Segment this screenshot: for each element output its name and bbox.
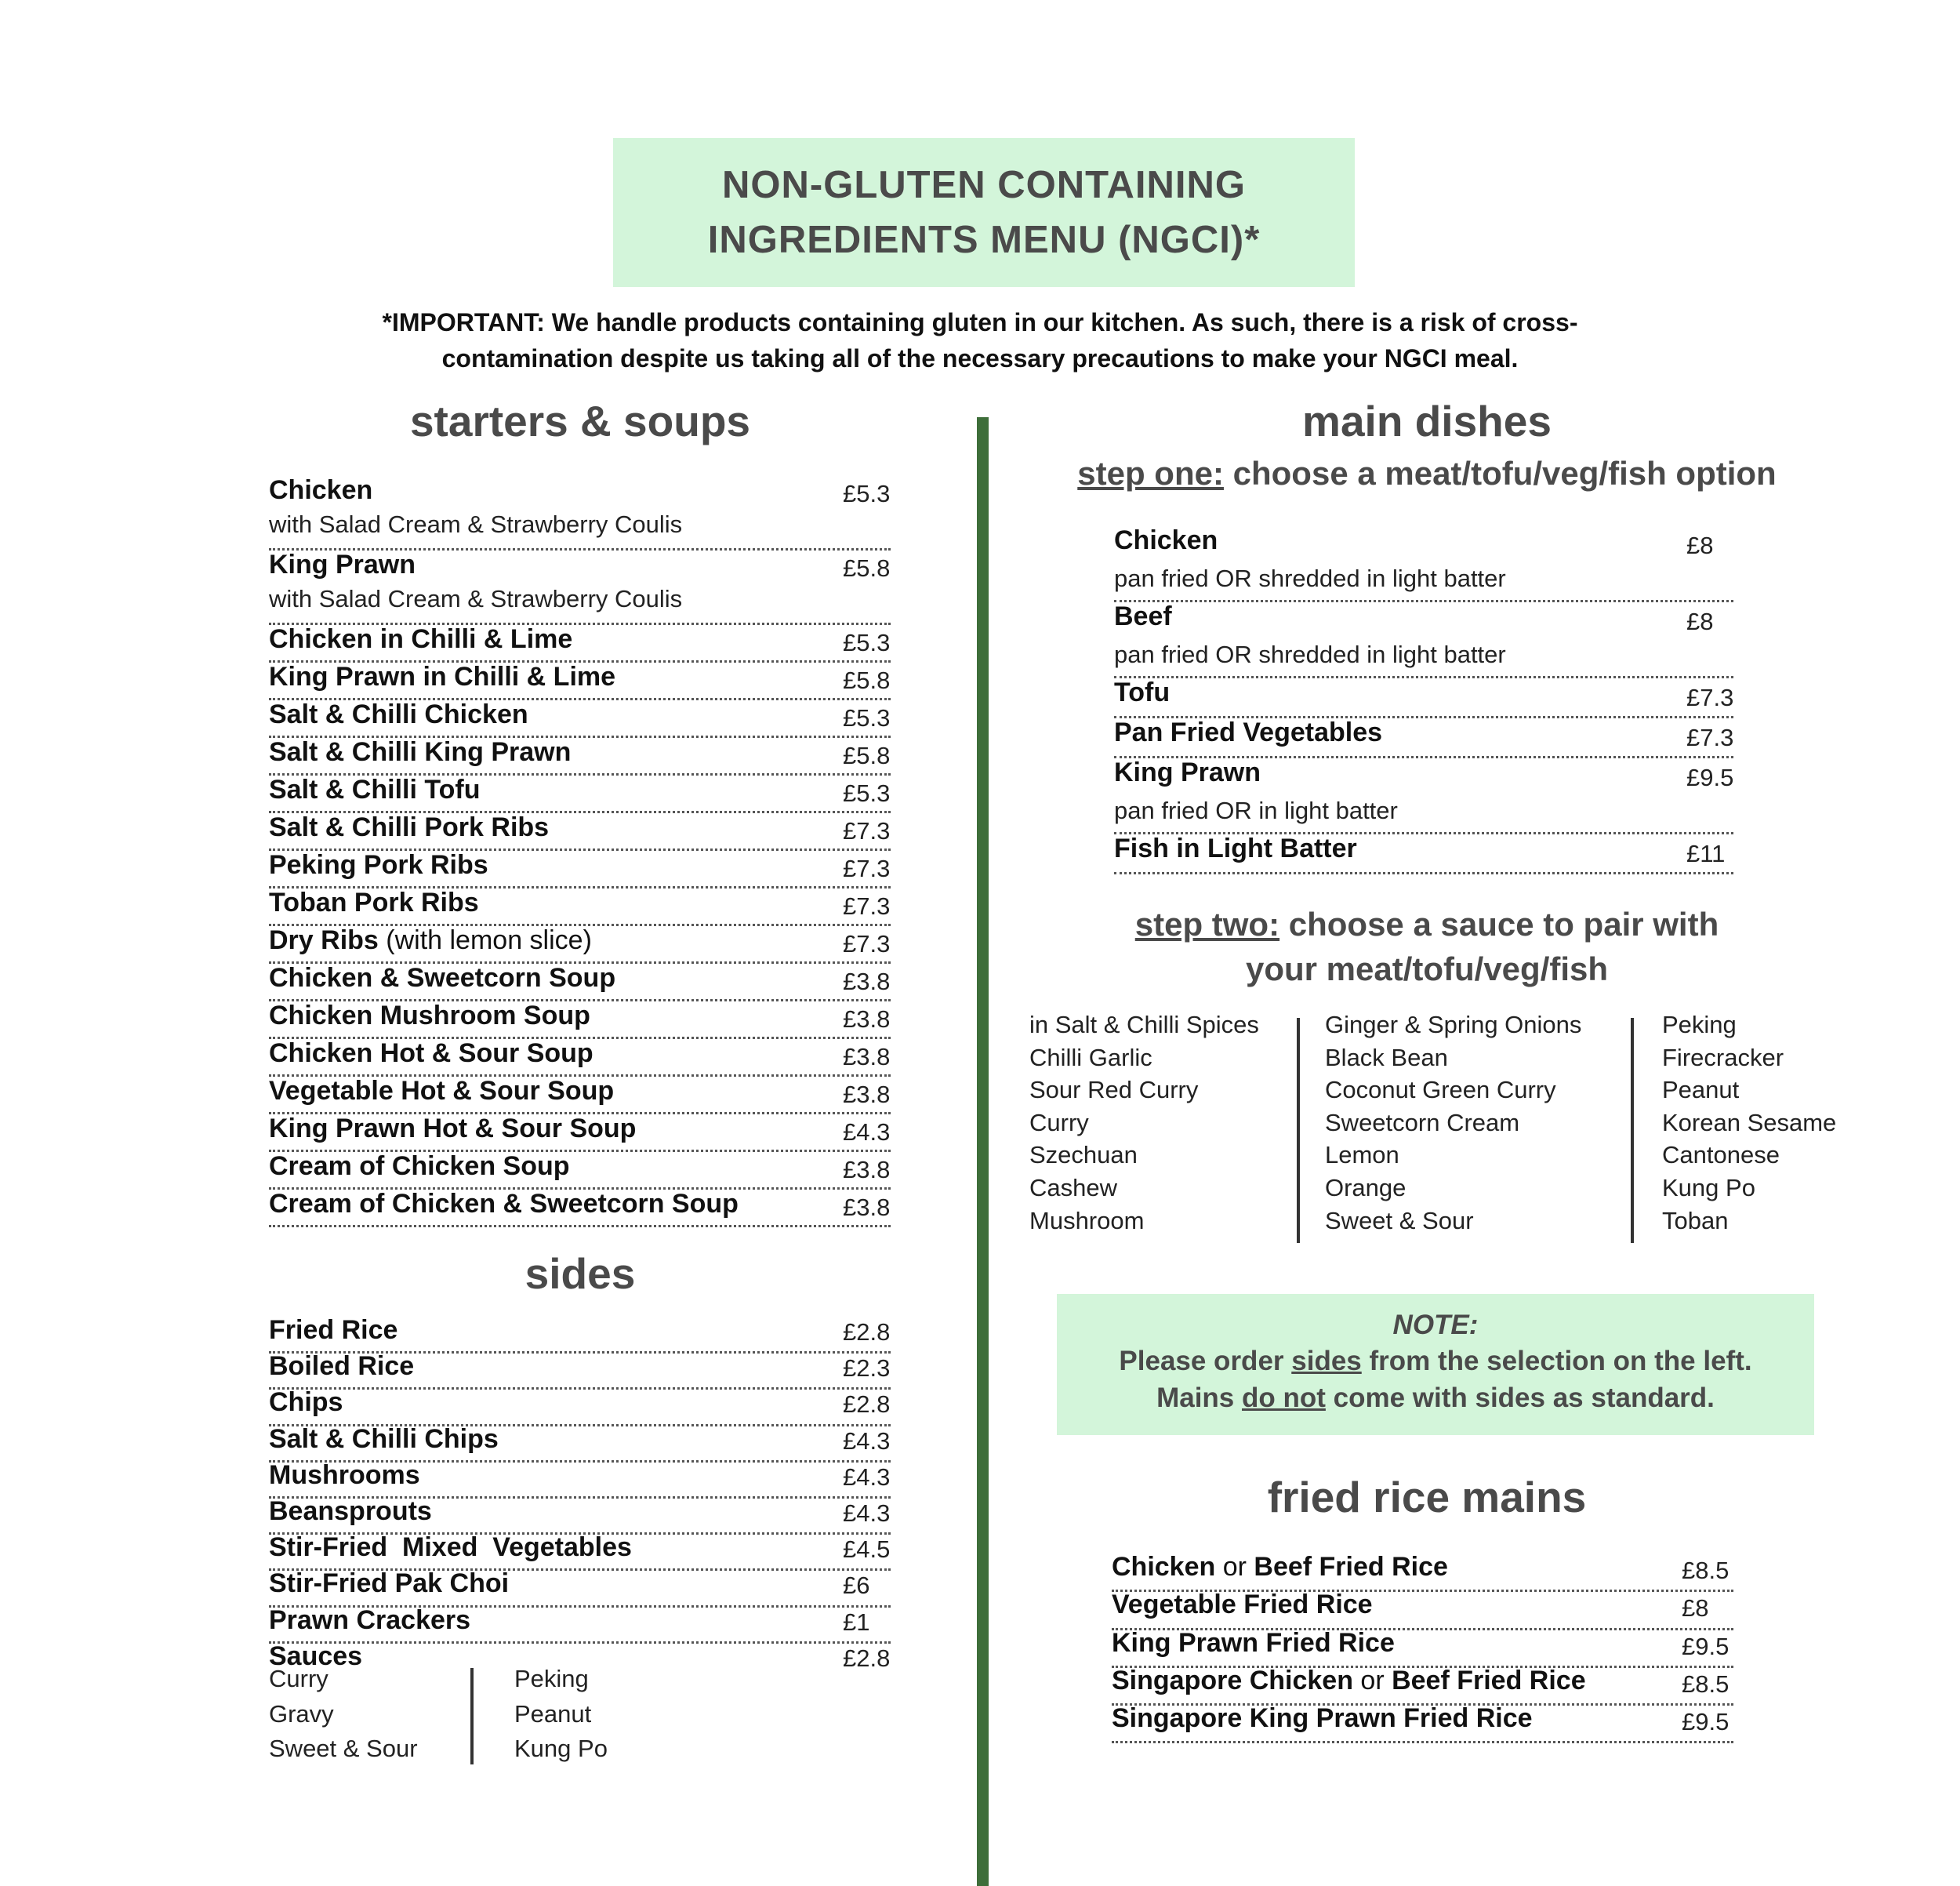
menu-item (269, 961, 891, 1001)
note-line-2-pre: Mains (1156, 1383, 1242, 1413)
sauce-item: in Salt & Chilli Spices (1029, 1011, 1259, 1038)
sauce-item: Peanut (514, 1699, 592, 1728)
note-box (1057, 1294, 1814, 1435)
sauce-item: Sour Red Curry (1029, 1076, 1199, 1104)
item-price: £7.3 (843, 817, 891, 845)
item-description: pan fried OR shredded in light batter (1114, 565, 1506, 592)
sauce-item: Szechuan (1029, 1141, 1138, 1169)
menu-item (1112, 1590, 1733, 1630)
item-name-text: Salt & Chilli Chips (269, 1423, 499, 1454)
menu-item (269, 999, 891, 1039)
item-name (269, 925, 592, 956)
item-price: £6 (843, 1572, 870, 1600)
item-name (269, 1424, 499, 1455)
menu-item (1112, 1552, 1733, 1592)
column-divider (977, 417, 989, 1886)
step-two-text-1: choose a sauce to pair with (1279, 906, 1719, 943)
item-price: £9.5 (1686, 764, 1734, 791)
item-name (269, 550, 416, 580)
item-name (1112, 1590, 1373, 1620)
sauce-item: Cashew (1029, 1173, 1117, 1201)
item-name (269, 1038, 593, 1069)
menu-item (269, 1037, 891, 1077)
item-price: £5.3 (843, 779, 891, 807)
menu-item (1114, 676, 1733, 718)
item-description: with Salad Cream & Strawberry Coulis (269, 585, 683, 612)
note-do-not-emphasis: do not (1242, 1383, 1326, 1413)
item-name-alt: Beef Fried Rice (1392, 1665, 1586, 1695)
step-one-text: choose a meat/tofu/veg/fish option (1223, 455, 1777, 492)
item-price: £4.5 (843, 1535, 891, 1564)
item-name-text: Singapore Chicken (1112, 1665, 1353, 1695)
item-price: £7.3 (843, 930, 891, 958)
menu-item (1114, 716, 1733, 758)
item-name (1114, 678, 1170, 708)
step-one (980, 455, 1874, 492)
item-price: £2.3 (843, 1354, 891, 1383)
menu-item (269, 1605, 891, 1644)
item-name-text: Sauces (269, 1641, 363, 1671)
item-name-text: Pan Fried Vegetables (1114, 718, 1383, 747)
item-name-alt: Beef Fried Rice (1254, 1552, 1448, 1582)
sauce-item: Orange (1325, 1173, 1406, 1201)
item-price: £1 (843, 1608, 870, 1636)
item-name (1114, 758, 1261, 788)
item-name (269, 1532, 632, 1563)
item-name-text: Boiled Rice (269, 1351, 415, 1382)
sauce-item: Ginger & Spring Onions (1325, 1011, 1582, 1038)
mains-heading: main dishes (1302, 397, 1552, 445)
sauce-item: Kung Po (514, 1735, 608, 1762)
item-price: £5.3 (843, 629, 891, 656)
step-two (980, 902, 1874, 991)
item-price: £4.3 (843, 1463, 891, 1491)
item-name-text: Salt & Chilli Tofu (269, 775, 481, 805)
item-name-text: Chicken Hot & Sour Soup (269, 1038, 593, 1068)
menu-item (269, 1460, 891, 1499)
menu-item (269, 660, 891, 700)
item-price: £3.8 (843, 968, 891, 995)
sauce-item: Black Bean (1325, 1043, 1448, 1071)
starters-heading: starters & soups (409, 397, 751, 445)
step-two-text-2: your meat/tofu/veg/fish (1245, 950, 1609, 987)
note-title: NOTE: (1392, 1310, 1479, 1340)
menu-item (269, 623, 891, 663)
item-name-text: Chips (269, 1387, 343, 1418)
menu-item (269, 1315, 891, 1354)
sauce-item: Coconut Green Curry (1325, 1076, 1556, 1104)
item-price: £8 (1686, 608, 1714, 635)
item-name (269, 812, 549, 843)
sauce-item: Cantonese (1662, 1141, 1780, 1169)
menu-item (1114, 524, 1733, 602)
item-name-text: Singapore King Prawn Fried Rice (1112, 1703, 1533, 1734)
item-price: £3.8 (843, 1156, 891, 1183)
item-name (269, 850, 488, 881)
item-name (1112, 1552, 1448, 1583)
main-sauces-divider-2 (1631, 1018, 1634, 1243)
menu-item (1114, 832, 1733, 874)
item-name (269, 475, 372, 506)
item-name-text: Tofu (1114, 678, 1171, 707)
sauce-item: Firecracker (1662, 1043, 1784, 1071)
important-line-2: contamination despite us taking all of the necessary precautions to make your NGCI meal. (441, 344, 1519, 372)
sauce-item: Sweetcorn Cream (1325, 1108, 1520, 1136)
important-notice (235, 304, 1725, 376)
item-name (1114, 525, 1218, 556)
item-price: £4.3 (843, 1499, 891, 1527)
main-sauces-column-1 (1029, 1008, 1259, 1237)
note-line-1-post: from the selection on the left. (1361, 1346, 1752, 1376)
sauce-item: Peking (514, 1665, 589, 1692)
item-name-text: Chicken (1114, 525, 1218, 555)
item-price: £5.3 (843, 704, 891, 732)
main-sauces-column-2 (1325, 1008, 1581, 1237)
item-name (1114, 601, 1172, 632)
item-description: pan fried OR shredded in light batter (1114, 641, 1506, 668)
item-price: £7.3 (843, 855, 891, 882)
item-price: £7.3 (1686, 684, 1734, 711)
item-or: or (1352, 1665, 1392, 1695)
item-name-text: Chicken (1112, 1552, 1216, 1582)
menu-item (269, 474, 891, 551)
item-name-text: Vegetable Hot & Sour Soup (269, 1076, 615, 1106)
item-price: £4.3 (843, 1426, 891, 1455)
menu-item (269, 1150, 891, 1190)
menu-item (269, 1074, 891, 1114)
item-price: £9.5 (1682, 1632, 1730, 1660)
item-name (269, 1351, 414, 1382)
menu-item (1114, 756, 1733, 834)
item-price: £5.8 (843, 554, 891, 582)
item-name-text: Salt & Chilli King Prawn (269, 737, 572, 767)
item-name-text: King Prawn (269, 550, 416, 580)
item-name (269, 775, 480, 805)
item-name-text: Dry Ribs (269, 925, 379, 955)
item-name-text: Chicken Mushroom Soup (269, 1001, 590, 1030)
item-name-text: Vegetable Fried Rice (1112, 1590, 1373, 1620)
item-description: with Salad Cream & Strawberry Coulis (269, 511, 683, 538)
sauce-item: Curry (1029, 1108, 1089, 1136)
menu-item (269, 1387, 891, 1426)
item-price: £3.8 (843, 1081, 891, 1108)
sauce-item: Kung Po (1662, 1173, 1755, 1201)
item-price: £5.8 (843, 742, 891, 769)
menu-item (1112, 1628, 1733, 1668)
item-price: £8.5 (1682, 1557, 1730, 1584)
menu-item (269, 886, 891, 926)
menu-item (269, 1532, 891, 1571)
main-sauces-divider-1 (1297, 1018, 1300, 1243)
item-name (269, 888, 479, 918)
sauce-item: Chilli Garlic (1029, 1043, 1152, 1071)
menu-title-line-2: INGREDIENTS MENU (NGCI)* (707, 219, 1261, 261)
note-line-2 (1057, 1383, 1814, 1414)
menu-item (269, 698, 891, 738)
sauce-item: Lemon (1325, 1141, 1399, 1169)
menu-item (269, 1424, 891, 1463)
item-name (269, 1315, 397, 1346)
menu-item (269, 924, 891, 964)
item-name (269, 700, 528, 730)
menu-item (269, 1496, 891, 1535)
item-name-text: Peking Pork Ribs (269, 850, 488, 880)
menu-item (269, 1112, 891, 1152)
item-name (269, 1001, 590, 1031)
item-price: £4.3 (843, 1118, 891, 1146)
side-sauces-divider (470, 1668, 474, 1764)
item-name-text: Beef (1114, 601, 1172, 631)
item-name-text: King Prawn (1114, 758, 1261, 787)
item-name (1112, 1666, 1586, 1696)
sauce-item: Toban (1662, 1206, 1729, 1234)
item-description: pan fried OR in light batter (1114, 797, 1398, 824)
item-name (269, 662, 615, 692)
important-line-1: *IMPORTANT: We handle products containing gluten in our kitchen. As such, there is a risk of cross- (382, 308, 1578, 336)
side-sauces-column-1 (269, 1662, 418, 1767)
item-name (269, 1114, 636, 1144)
menu-item (1112, 1703, 1733, 1743)
item-name-text: Chicken (269, 475, 373, 505)
item-price: £11 (1686, 840, 1726, 867)
sauce-item: Mushroom (1029, 1206, 1145, 1234)
item-name-text: King Prawn Hot & Sour Soup (269, 1114, 637, 1143)
menu-item (269, 811, 891, 851)
item-price: £2.8 (843, 1644, 891, 1672)
menu-item (269, 773, 891, 813)
item-price: £8 (1686, 532, 1714, 559)
item-name-text: Prawn Crackers (269, 1604, 471, 1635)
menu-title-box (613, 138, 1355, 287)
item-name-text: Salt & Chilli Chicken (269, 700, 528, 729)
item-name (1114, 834, 1357, 864)
menu-item (269, 548, 891, 625)
item-price: £3.8 (843, 1043, 891, 1070)
sides-heading: sides (524, 1249, 636, 1298)
note-sides-emphasis: sides (1291, 1346, 1362, 1376)
menu-title-line-1: NON-GLUTEN CONTAINING (722, 164, 1246, 206)
item-name (269, 624, 572, 655)
item-price: £7.3 (1686, 724, 1734, 751)
item-name (269, 1496, 432, 1527)
menu-item (269, 1187, 891, 1227)
note-line-1-pre: Please order (1119, 1346, 1292, 1376)
item-name (269, 1568, 509, 1599)
item-name (269, 1076, 614, 1107)
step-two-label: step two: (1134, 906, 1280, 943)
sauce-item: Korean Sesame (1662, 1108, 1837, 1136)
item-name-text: Fish in Light Batter (1114, 834, 1357, 863)
sauce-item: Curry (269, 1665, 328, 1692)
menu-item (1112, 1666, 1733, 1706)
item-name-text: Chicken & Sweetcorn Soup (269, 963, 616, 993)
item-price: £9.5 (1682, 1708, 1730, 1736)
item-price: £5.3 (843, 480, 891, 507)
item-name-text: King Prawn Fried Rice (1112, 1627, 1395, 1658)
item-note: (with lemon slice) (378, 925, 592, 955)
item-price: £3.8 (843, 1005, 891, 1033)
sauce-item: Peanut (1662, 1076, 1740, 1104)
item-name-text: Cream of Chicken & Sweetcorn Soup (269, 1189, 739, 1219)
note-line-1 (1057, 1346, 1814, 1377)
item-price: £8 (1682, 1594, 1709, 1623)
item-name-text: Stir-Fried Mixed Vegetables (269, 1532, 632, 1563)
item-name-text: Fried Rice (269, 1315, 398, 1345)
menu-item (269, 1351, 891, 1390)
side-sauces-column-2 (514, 1662, 608, 1767)
item-name (1114, 718, 1382, 748)
item-name (269, 1387, 343, 1418)
item-or: or (1215, 1552, 1254, 1582)
item-name-text: Toban Pork Ribs (269, 888, 479, 918)
item-price: £5.8 (843, 667, 891, 694)
item-name-text: Stir-Fried Pak Choi (269, 1568, 510, 1599)
main-sauces-column-3 (1662, 1008, 1836, 1237)
item-name-text: Beansprouts (269, 1496, 432, 1526)
item-price: £2.8 (843, 1318, 891, 1346)
item-name (269, 1460, 420, 1491)
item-name-text: Salt & Chilli Pork Ribs (269, 812, 550, 842)
item-name (1112, 1628, 1395, 1659)
item-name (1112, 1703, 1533, 1734)
item-price: £7.3 (843, 892, 891, 920)
step-one-label: step one: (1077, 455, 1224, 492)
menu-item (269, 1568, 891, 1607)
fried-rice-heading: fried rice mains (1267, 1473, 1587, 1521)
item-name-text: King Prawn in Chilli & Lime (269, 662, 616, 692)
note-line-2-post: come with sides as standard. (1325, 1383, 1715, 1413)
item-name (269, 963, 615, 994)
menu-item (1114, 600, 1733, 678)
sauce-item: Peking (1662, 1011, 1737, 1038)
sauce-item: Sweet & Sour (1325, 1206, 1474, 1234)
menu-item (269, 736, 891, 776)
item-price: £2.8 (843, 1390, 891, 1419)
item-name-text: Cream of Chicken Soup (269, 1151, 570, 1181)
item-name (269, 1605, 470, 1636)
item-name-text: Chicken in Chilli & Lime (269, 624, 573, 654)
item-price: £8.5 (1682, 1670, 1730, 1698)
item-name-text: Mushrooms (269, 1459, 420, 1490)
sauce-item: Sweet & Sour (269, 1735, 418, 1762)
item-price: £3.8 (843, 1194, 891, 1221)
item-name (269, 1189, 739, 1219)
item-name (269, 1151, 570, 1182)
item-name (269, 737, 571, 768)
menu-item (269, 849, 891, 888)
sauce-item: Gravy (269, 1699, 334, 1728)
